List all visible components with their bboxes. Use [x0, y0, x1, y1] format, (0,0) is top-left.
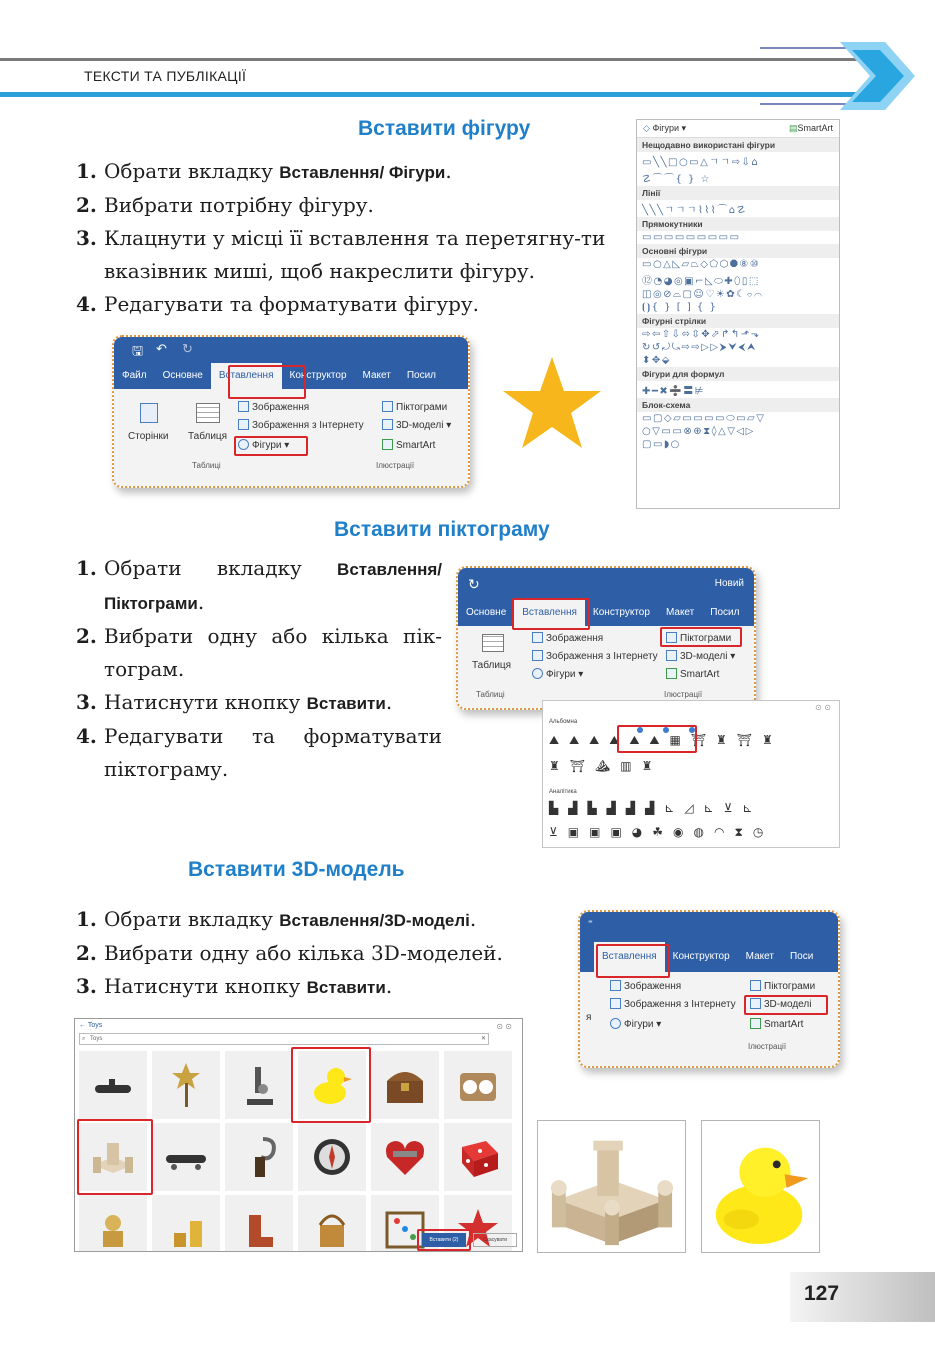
ribbon-screenshot-icons — [456, 566, 756, 710]
section-title-3d: Вставити 3D-модель — [188, 858, 405, 881]
icons-row[interactable]: ⊻▣▣▣◕☘◉◍◠⧗◷ — [549, 825, 774, 839]
model-tile[interactable] — [225, 1123, 293, 1191]
highlight-selected-duck — [291, 1047, 371, 1123]
duck-model-preview — [701, 1120, 820, 1253]
shape-steps — [76, 155, 621, 321]
3d-models-button[interactable]: 3D-моделі ▾ — [382, 419, 451, 431]
shapes-row[interactable]: ▭○△◺▱⏢◇⬠⬡⯃⑧⑩ — [642, 259, 761, 270]
coins-model-icon — [160, 1203, 212, 1252]
icons-category-label: Аналітика — [549, 789, 577, 795]
shapes-row[interactable]: ╲╲╲ㄱㄱㄱ⌇⌇⌇⌒⌂☡ — [642, 205, 748, 216]
model-tile[interactable] — [225, 1051, 293, 1119]
smartart-icon — [382, 439, 393, 450]
insert-button[interactable]: Вставити (2) — [422, 1233, 466, 1247]
smartart-icon: ▤ — [788, 123, 798, 133]
list-item: 2. Вибрати одну або кілька 3D-моделей. — [76, 941, 503, 965]
wand-model-icon — [160, 1059, 212, 1111]
model-tile[interactable] — [152, 1195, 220, 1252]
highlight-selected-castle — [77, 1119, 153, 1195]
shapes-category-header: Фігури для формул — [637, 367, 839, 381]
model-tile[interactable] — [371, 1123, 439, 1191]
smartart-button[interactable]: SmartArt — [750, 1018, 803, 1030]
shapes-category-header: Лінії — [637, 186, 839, 200]
shapes-row[interactable]: ☡⌒⌒{ } ☆ — [642, 174, 712, 185]
back-button[interactable]: ← Toys — [79, 1022, 103, 1029]
tab-design[interactable]: Конструктор — [592, 607, 650, 618]
highlight-insert-button — [417, 1229, 471, 1251]
model-tile[interactable] — [298, 1195, 366, 1252]
icons-button[interactable]: Піктограми — [666, 632, 731, 644]
highlight-insert-tab — [596, 944, 670, 978]
selected-badge-icon — [637, 727, 643, 733]
dice-model-icon — [452, 1131, 504, 1183]
icons-icon — [382, 401, 393, 412]
window-controls-icon[interactable]: ⊙ ⊙ — [815, 703, 831, 712]
model-tile[interactable] — [152, 1051, 220, 1119]
list-item: 2. Вибрати потрібну фігуру. — [76, 193, 374, 217]
hook-model-icon — [233, 1131, 285, 1183]
model-tile[interactable] — [444, 1123, 512, 1191]
model-tile[interactable] — [79, 1195, 147, 1252]
shapes-dropdown-button[interactable]: ◇ Фігури ▾ — [643, 123, 687, 133]
shapes-button[interactable]: Фігури ▾ — [238, 439, 289, 451]
shapes-icon — [532, 668, 543, 679]
tab-insert[interactable]: Вставлення — [211, 363, 282, 389]
tab-layout[interactable]: Макет — [665, 607, 695, 618]
shapes-row[interactable]: ⑫◔◕◎▣⌐◺⬭✚⬯▯⬚ — [642, 276, 760, 287]
smartart-button[interactable]: ▤SmartArt — [788, 123, 833, 133]
tab-home[interactable]: Основне — [162, 370, 203, 381]
window-controls-icon[interactable]: ⊙ ⊙ — [496, 1022, 512, 1031]
section-title-shape: Вставити фігуру — [358, 117, 531, 140]
shapes-row[interactable]: ▭╲╲□○▭△ㄱㄱ⇨⇩⌂ — [642, 157, 760, 168]
list-item: 4. Редагувати та форматувати фігуру. — [76, 292, 480, 316]
pages-icon — [140, 403, 158, 423]
group-label-illustrations: Ілюстрації — [376, 461, 415, 470]
model-tile[interactable] — [152, 1123, 220, 1191]
tab-design[interactable]: Конструктор — [289, 370, 347, 381]
image-icon — [610, 980, 621, 991]
3d-model-picker-dialog — [74, 1018, 523, 1252]
icons-button[interactable]: Піктограми — [382, 401, 447, 413]
skateboard-model-icon — [160, 1131, 212, 1183]
tab-references[interactable]: Поси — [789, 951, 814, 962]
running-header: ТЕКСТИ ТА ПУБЛІКАЦІЇ — [84, 68, 247, 84]
smartart-button[interactable]: SmartArt — [382, 439, 435, 451]
insert-online-image-button[interactable]: Зображення з Інтернету — [238, 419, 364, 431]
list-item: 1. Обрати вкладку Вставлення/ Фігури. — [76, 159, 452, 183]
search-icon: ⌕ — [82, 1036, 86, 1042]
shapes-category-header: Блок-схема — [637, 398, 839, 412]
qat-icon[interactable]: ⁼ — [588, 918, 593, 928]
ribbon-cut-label: я — [586, 1012, 592, 1023]
group-label-illustrations: Ілюстрації — [664, 690, 703, 699]
icons-button[interactable]: Піктограми — [750, 980, 815, 992]
section-title-icon: Вставити піктограму — [334, 518, 550, 541]
pages-button[interactable]: Сторінки — [128, 431, 169, 442]
shapes-category-header: Прямокутники — [637, 217, 839, 231]
icons-gallery-panel — [542, 700, 840, 848]
list-item: 3. Натиснути кнопку Вставити. — [76, 690, 393, 714]
model-tile[interactable] — [79, 1051, 147, 1119]
submarine-model-icon — [87, 1059, 139, 1111]
smartart-icon — [666, 668, 677, 679]
selected-badge-icon — [663, 727, 669, 733]
list-item: 1. Обрати вкладку Вставлення/3D-моделі. — [76, 907, 477, 931]
clear-icon[interactable]: ✕ — [480, 1036, 486, 1042]
shapes-category-header: Основні фігури — [637, 244, 839, 258]
basket-model-icon — [306, 1203, 358, 1252]
online-image-icon — [532, 650, 543, 661]
header-accent-rule — [0, 92, 860, 97]
shapes-row[interactable]: ↻↺⤾⤿⇨⇨▷▷⮞⮟⮜⮝ — [642, 342, 757, 353]
online-image-icon — [238, 419, 249, 430]
header-chevron-icon — [760, 36, 920, 116]
shapes-row[interactable]: ▢▭◗○ — [642, 439, 681, 450]
shapes-row[interactable]: ⬍✥⬙ — [642, 355, 671, 366]
save-icon[interactable]: 🖫 — [132, 343, 144, 358]
insert-online-image-button[interactable]: Зображення з Інтернету — [610, 998, 736, 1010]
icons-row[interactable]: ♜⛩⛰▥♜ — [549, 759, 663, 773]
highlight-selected-icons — [617, 725, 697, 753]
icons-category-label: Альбомна — [549, 719, 578, 725]
shapes-row[interactable]: ○▽▭▭⊗⊕⧗◊△▽◁▷ — [642, 426, 755, 437]
castle-model-preview — [537, 1120, 686, 1253]
model3d-steps — [76, 903, 556, 1004]
highlight-3d-models-button — [744, 995, 828, 1015]
table-icon — [196, 403, 220, 423]
model-tile[interactable] — [225, 1195, 293, 1252]
shapes-button[interactable]: Фігури ▾ — [610, 1018, 661, 1030]
selected-badge-icon — [689, 727, 695, 733]
shapes-row[interactable]: ⦗⦘{ } [ ] { } — [642, 302, 718, 313]
ribbon-tabs — [458, 600, 754, 626]
highlight-insert-tab — [228, 365, 306, 399]
tab-references[interactable]: Посил — [406, 370, 437, 381]
redo-icon[interactable]: ↻ — [182, 341, 193, 356]
icons-row[interactable]: ⛰⛰⛰⛰⛰⛰▦⛩♜⛩♜ — [549, 733, 783, 747]
star-shape-icon — [500, 355, 604, 451]
shapes-category-header: Нещодавно використані фігури — [637, 138, 839, 152]
3d-models-button[interactable]: 3D-моделі ▾ — [666, 650, 735, 662]
online-image-icon — [610, 998, 621, 1009]
compass-model-icon — [306, 1131, 358, 1183]
shapes-category-list — [637, 138, 839, 451]
shapes-row[interactable]: ✚━✖➗〓⊭ — [642, 386, 705, 397]
boot-model-icon — [233, 1203, 285, 1252]
shapes-row[interactable]: ⇨⇦⇧⇩⬄⇳✥⬀↱↰⬏⬎ — [642, 329, 761, 340]
smartart-icon — [750, 1018, 761, 1029]
insert-image-button[interactable]: Зображення — [610, 980, 681, 992]
tab-layout[interactable]: Макет — [362, 370, 391, 381]
undo-icon[interactable]: ↶ — [156, 341, 167, 356]
icons-icon — [750, 980, 761, 991]
cancel-button[interactable]: Скасувати — [473, 1233, 517, 1247]
table-button[interactable]: Таблиця — [188, 431, 228, 442]
header-top-rule — [0, 58, 860, 61]
clock-model-icon — [452, 1059, 504, 1111]
chest-model-icon — [379, 1059, 431, 1111]
tab-insert[interactable]: Вставлення — [514, 600, 585, 626]
model-tile[interactable] — [444, 1051, 512, 1119]
image-icon — [532, 632, 543, 643]
shapes-gallery-panel — [636, 119, 840, 509]
tab-layout[interactable]: Макет — [745, 951, 774, 962]
insert-image-button[interactable]: Зображення — [238, 401, 309, 413]
heart-model-icon — [379, 1131, 431, 1183]
list-item: 2. Вибрати одну або кілька пік-тограм. — [76, 624, 442, 681]
page-number: 127 — [804, 1282, 840, 1305]
cube-icon — [382, 419, 393, 430]
list-item: 3. Натиснути кнопку Вставити. — [76, 974, 393, 998]
stamp-model-icon — [87, 1203, 139, 1252]
microscope-model-icon — [233, 1059, 285, 1111]
shapes-button[interactable]: Фігури ▾ — [532, 668, 583, 680]
tab-references[interactable]: Посил — [710, 607, 740, 618]
image-icon — [238, 401, 249, 412]
castle-model-icon — [538, 1121, 685, 1252]
shapes-row[interactable]: ▭▢◇▱▭▭▭▭⬭▭▱▽ — [642, 413, 766, 424]
duck-model-icon — [702, 1121, 819, 1252]
redo-icon[interactable]: ↻ — [468, 576, 480, 592]
shapes-icon — [610, 1018, 621, 1029]
group-label-tables: Таблиці — [476, 690, 505, 699]
table-icon — [482, 634, 504, 652]
highlight-insert-tab — [512, 598, 590, 630]
shapes-icon: ◇ — [643, 123, 650, 133]
search-input[interactable]: ⌕ Toys ✕ — [79, 1033, 489, 1045]
icon-steps — [76, 552, 442, 786]
cube-icon — [666, 650, 677, 661]
tab-design[interactable]: Конструктор — [672, 951, 730, 962]
model-tile[interactable] — [298, 1123, 366, 1191]
highlight-shapes-button — [234, 436, 308, 456]
ribbon-screenshot-3d — [578, 910, 840, 1068]
document-title: Новий — [714, 578, 744, 589]
icons-row[interactable]: ▙▟▙▟▟▟⊾◿⊾⊻⊾ — [549, 801, 763, 815]
tab-home[interactable]: Основне — [466, 607, 507, 618]
tab-insert[interactable]: Вставлення — [594, 942, 665, 972]
shapes-row[interactable]: ▭▭▭▭▭▭▭▭▭ — [642, 232, 741, 243]
list-item: 1. Обрати вкладку Вставлення/ Піктограми. — [76, 556, 442, 614]
shapes-category-header: Фігурні стрілки — [637, 314, 839, 328]
insert-online-image-button[interactable]: Зображення з Інтернету — [532, 650, 658, 662]
highlight-icons-button — [660, 627, 742, 647]
group-label-tables: Таблиці — [192, 461, 221, 470]
list-item: 3. Клацнути у місці її вставлення та перетягну-ти вказівник миші, щоб накреслити фігуру. — [76, 226, 606, 283]
smartart-button[interactable]: SmartArt — [666, 668, 719, 680]
tab-file[interactable]: Файл — [122, 370, 147, 381]
3d-models-button[interactable]: 3D-моделі — [750, 998, 811, 1010]
insert-image-button[interactable]: Зображення — [532, 632, 603, 644]
shapes-row[interactable]: ◫◎⊘⌓▢☺♡☀✿☾⌔⌒ — [642, 289, 764, 300]
table-button[interactable]: Таблиця — [472, 660, 512, 671]
list-item: 4. Редагувати та форматувати піктограму. — [76, 724, 442, 781]
group-label-illustrations: Ілюстрації — [748, 1042, 787, 1051]
ribbon-screenshot-shapes — [112, 335, 470, 488]
model-tile[interactable] — [371, 1051, 439, 1119]
